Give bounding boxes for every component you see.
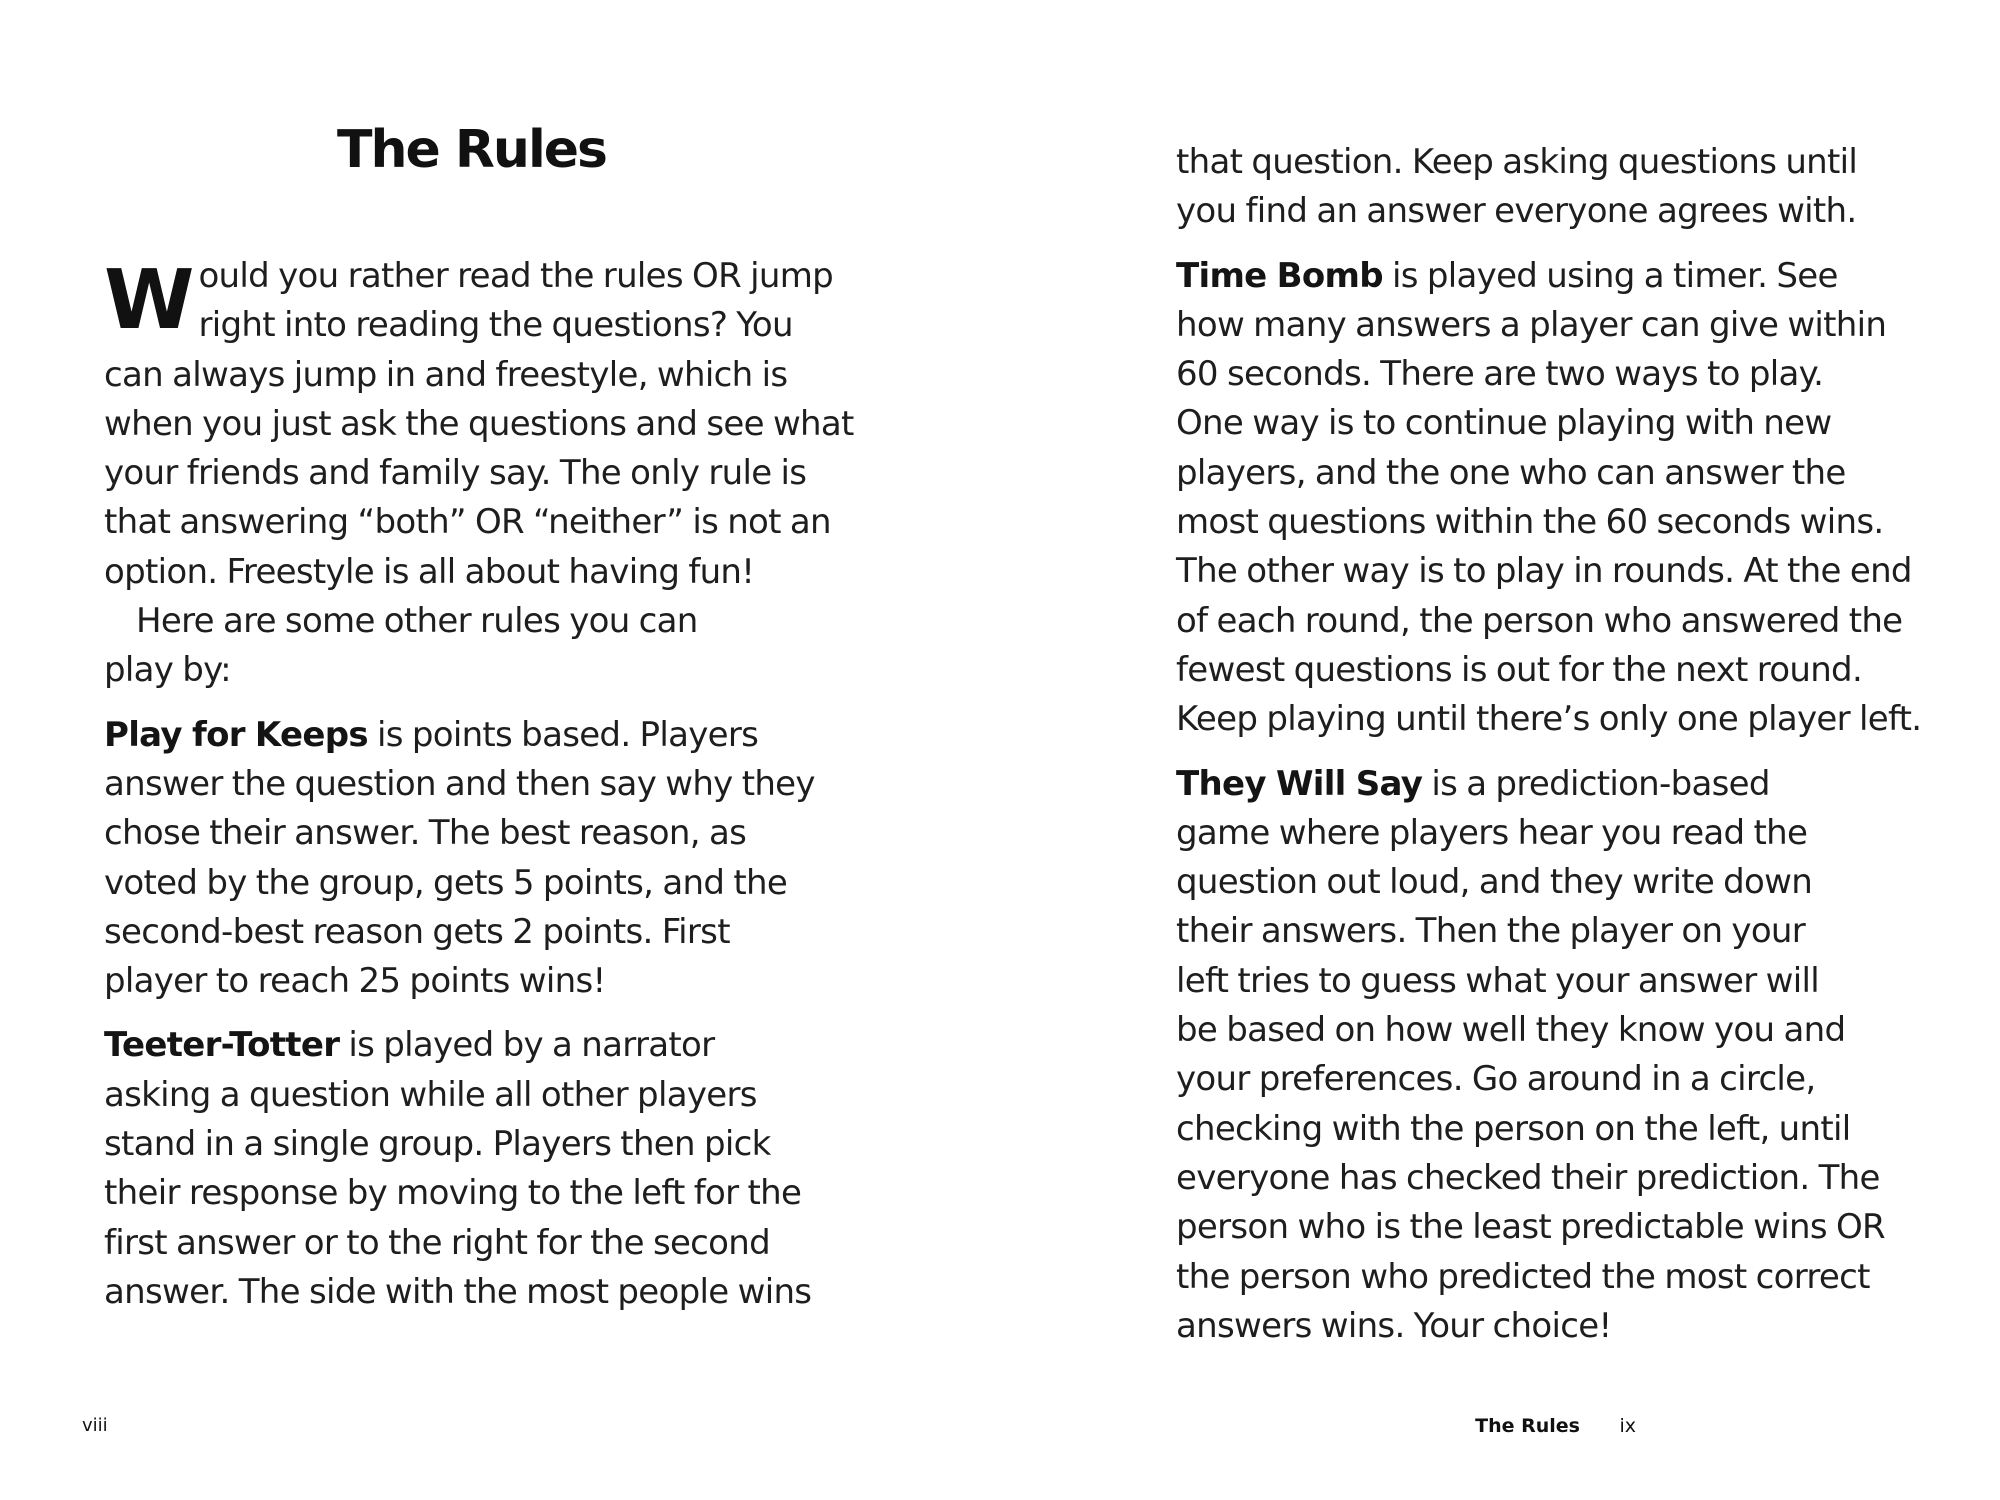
text-line: Teeter-Totter is played by a narrator [104,1025,715,1066]
text-line: can always jump in and freestyle, which is [104,354,788,395]
text-line: second-best reason gets 2 points. First [104,911,730,952]
rule-name: Teeter-Totter [104,1025,340,1066]
text-line: most questions within the 60 seconds wins. [1176,502,1884,543]
text-line: voted by the group, gets 5 points, and the [104,862,788,903]
text-line: first answer or to the right for the second [104,1222,771,1263]
rule-name: Play for Keeps [104,714,368,755]
text-line: be based on how well they know you and [1176,1010,1846,1051]
text-line: of each round, the person who answered the [1176,600,1903,641]
text-line: left tries to guess what your answer will [1176,960,1819,1001]
text-line: answers wins. Your choice! [1176,1305,1612,1346]
running-head: The Rules [1475,1415,1580,1437]
text-line: Here are some other rules you can [136,601,698,642]
text-line: Play for Keeps is points based. Players [104,714,759,755]
intro-paragraph [104,252,859,696]
text-line: your preferences. Go around in a circle, [1176,1059,1816,1100]
text-line: when you just ask the questions and see what [104,403,854,444]
text-line: that question. Keep asking questions until [1176,142,1858,182]
text-line: the person who predicted the most correct [1176,1256,1870,1297]
text-line: your friends and family say. The only rule is [104,453,807,494]
right-page [1000,0,2000,1500]
text-line: player to reach 25 points wins! [104,961,606,1002]
text-line: stand in a single group. Players then pick [104,1124,771,1165]
text-line: their response by moving to the left for the [104,1173,802,1214]
drop-cap: W [104,253,193,348]
text-line: right into reading the questions? You [198,305,793,346]
rule-time-bomb [1176,252,1966,745]
text-line: their answers. Then the player on your [1176,911,1806,952]
text-line: Keep playing until there’s only one player left. [1176,699,1922,740]
left-column [104,252,859,1317]
text-line: asking a question while all other players [104,1074,757,1115]
continued-paragraph [1176,138,1966,237]
rule-they-will-say [1176,760,1966,1352]
text-line: person who is the least predictable wins OR [1176,1207,1885,1248]
text-line: you find an answer everyone agrees with. [1176,191,1857,232]
text-line: checking with the person on the left, until [1176,1108,1851,1149]
page-number: ix [1619,1415,1636,1437]
text-line: option. Freestyle is all about having fun! [104,551,755,592]
text-line: how many answers a player can give within [1176,304,1887,345]
text-line: answer. The side with the most people wins [104,1271,812,1312]
text-line: play by: [104,650,231,691]
right-column [1176,138,1966,1351]
text-line: They Will Say is a prediction-based [1176,763,1770,804]
rule-name: Time Bomb [1176,255,1383,296]
text-line: players, and the one who can answer the [1176,452,1846,493]
text-line: fewest questions is out for the next round. [1176,649,1863,690]
text-line: Time Bomb is played using a timer. See [1176,255,1838,296]
text-line: One way is to continue playing with new [1176,403,1832,444]
rule-play-for-keeps [104,711,859,1007]
text-line: 60 seconds. There are two ways to play. [1176,354,1824,395]
text-line: The other way is to play in rounds. At the end [1176,551,1912,592]
rule-name: They Will Say [1176,763,1423,804]
text-line: chose their answer. The best reason, as [104,813,747,854]
text-line: question out loud, and they write down [1176,862,1813,903]
text-line: answer the question and then say why they [104,763,815,804]
page-number: viii [82,1415,108,1436]
page-title: The Rules [337,120,606,180]
rule-teeter-totter [104,1021,859,1317]
text-line: that answering “both” OR “neither” is not an [104,502,831,543]
text-line: ould you rather read the rules OR jump [198,256,833,296]
text-line: game where players hear you read the [1176,812,1808,853]
text-line: everyone has checked their prediction. The [1176,1157,1880,1198]
